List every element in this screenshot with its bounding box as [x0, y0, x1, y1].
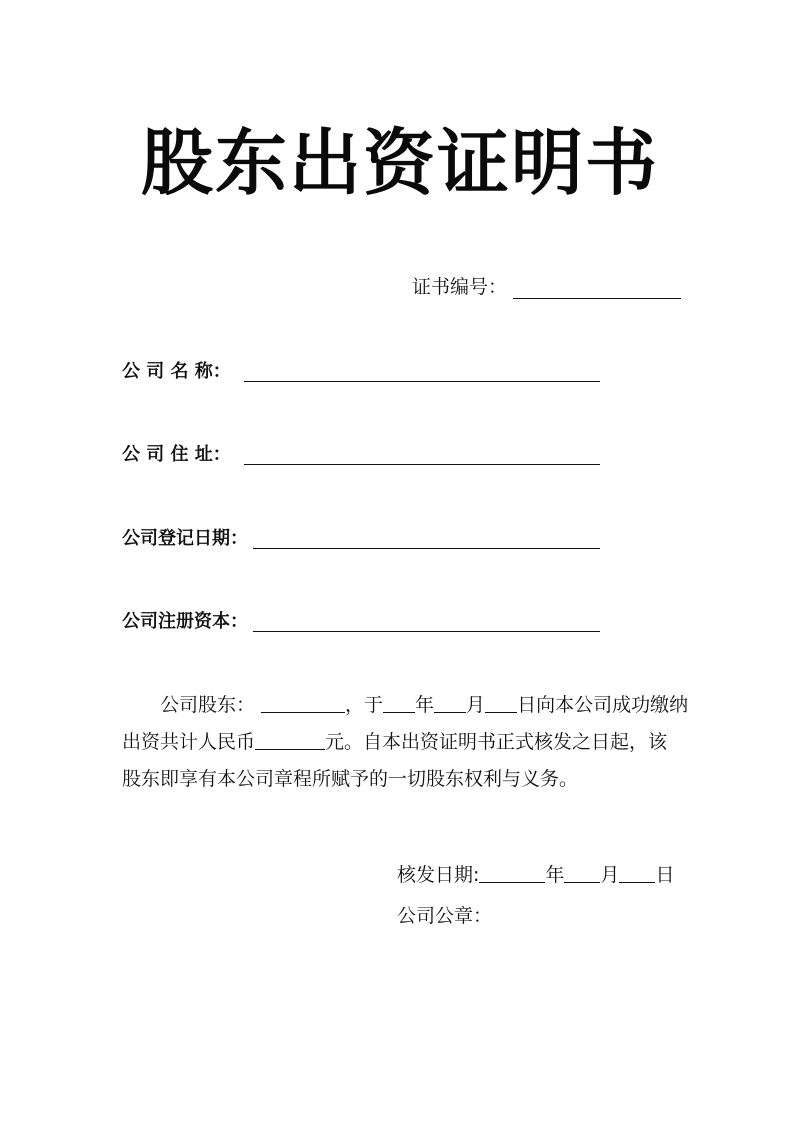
company-address-blank[interactable]	[244, 464, 600, 465]
paragraph-line-2	[122, 724, 682, 761]
issue-day-blank[interactable]	[619, 860, 655, 883]
paragraph-line-1	[122, 687, 689, 724]
paid-day-text: 日向本公司成功缴纳	[517, 694, 689, 716]
company-name-row	[122, 360, 231, 384]
issue-year-text: 年	[545, 864, 565, 886]
certificate-number-blank[interactable]	[513, 278, 681, 299]
declaration-paragraph	[122, 687, 689, 798]
certificate-number-row	[412, 275, 681, 299]
paid-month-text: 月	[466, 694, 486, 716]
paid-year-blank[interactable]	[383, 690, 415, 713]
registration-date-blank[interactable]	[253, 548, 600, 549]
company-seal-label: 公司公章：	[397, 905, 493, 927]
company-address-label: 公 司 住 址：	[122, 444, 231, 465]
shareholder-label: 公司股东：	[160, 694, 256, 716]
issue-day-text: 日	[655, 864, 675, 886]
registration-date-label: 公司登记日期：	[122, 528, 248, 549]
registration-date-row	[122, 527, 248, 551]
paid-day-blank[interactable]	[485, 690, 517, 713]
issue-year-blank[interactable]	[479, 860, 545, 883]
document-title: 股东出资证明书	[140, 121, 659, 205]
issue-month-blank[interactable]	[564, 860, 600, 883]
comma-yu-text: ，于	[345, 694, 384, 716]
company-name-blank[interactable]	[244, 381, 600, 382]
registered-capital-row	[122, 610, 248, 634]
registered-capital-blank[interactable]	[253, 631, 600, 632]
company-name-label: 公 司 名 称：	[122, 361, 231, 382]
company-address-row	[122, 443, 231, 467]
issue-date-label: 核发日期:	[397, 864, 480, 886]
paid-year-text: 年	[415, 694, 435, 716]
capital-amount-blank[interactable]	[255, 727, 325, 750]
paid-month-blank[interactable]	[434, 690, 466, 713]
issue-month-text: 月	[600, 864, 620, 886]
rights-text: 股东即享有本公司章程所赋予的一切股东权利与义务。	[122, 768, 579, 790]
yuan-text: 元。自本出资证明书正式核发之日起，该	[325, 731, 668, 753]
company-seal-row	[397, 903, 492, 929]
certificate-number-label: 证书编号：	[412, 276, 508, 298]
shareholder-name-blank[interactable]	[261, 690, 345, 713]
paragraph-line-3	[122, 761, 682, 798]
issue-date-row	[397, 860, 674, 888]
capital-text: 出资共计人民币	[122, 731, 256, 753]
registered-capital-label: 公司注册资本：	[122, 611, 248, 632]
